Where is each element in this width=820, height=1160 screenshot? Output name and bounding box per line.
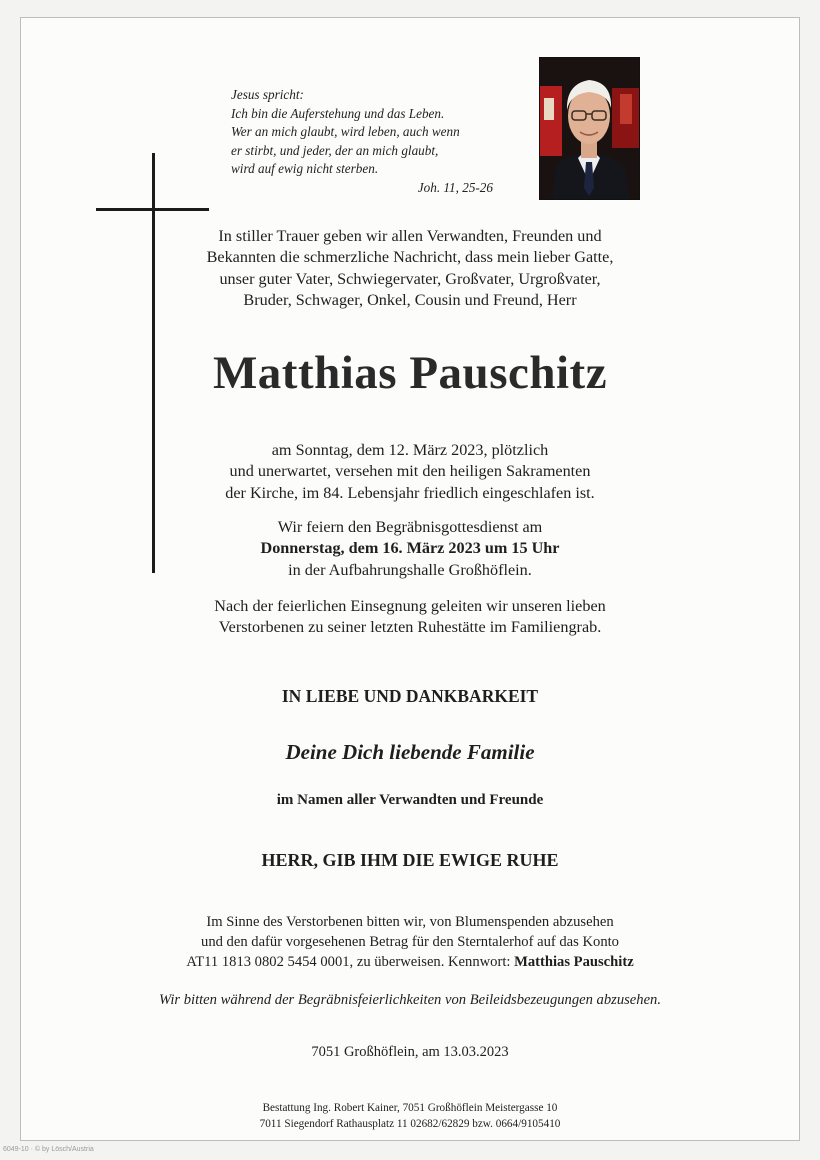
donation-account: AT11 1813 0802 5454 0001, zu überweisen. Kennwort: (186, 954, 515, 970)
burial-line: Verstorbenen zu seiner letzten Ruhestätte im Familiengrab. (218, 618, 602, 637)
intro-line: In stiller Trauer geben wir allen Verwandten, Freunden und (218, 227, 602, 245)
portrait-photo (539, 57, 640, 200)
death-line: und unerwartet, versehen mit den heiligen Sakramenten (229, 462, 591, 481)
intro-line: unser guter Vater, Schwiegervater, Großvater, Urgroßvater, (219, 269, 601, 288)
condolence-note: Wir bitten während der Begräbnisfeierlichkeiten von Beileidsbezeugungen abzusehen. (158, 992, 662, 1008)
funeral-date-time: Donnerstag, dem 16. März 2023 um 15 Uhr (260, 539, 560, 558)
undertaker-line: 7011 Siegendorf Rathausplatz 11 02682/62829 bzw. 0664/9105410 (259, 1118, 561, 1130)
donation-request (0, 912, 820, 972)
deceased-name: Matthias Pauschitz (212, 347, 608, 399)
funeral-location: in der Aufbahrungshalle Großhöflein. (288, 560, 532, 579)
verse-line: wird auf ewig nicht sterben. (231, 161, 379, 177)
bible-verse (231, 86, 501, 198)
undertaker-info (0, 1100, 820, 1132)
verse-line: Ich bin die Auferstehung und das Leben. (231, 105, 445, 121)
verse-line: er stirbt, und jeder, der an mich glaubt, (231, 142, 439, 158)
cross-horizontal-beam (96, 208, 209, 211)
funeral-line: Wir feiern den Begräbnisgottesdienst am (277, 518, 543, 536)
donation-line (0, 952, 820, 972)
announcement-intro (0, 226, 820, 312)
relatives-line: im Namen aller Verwandten und Freunde (276, 792, 544, 808)
love-gratitude-heading: IN LIEBE UND DANKBARKEIT (281, 686, 539, 706)
intro-line: Bekannten die schmerzliche Nachricht, dass mein lieber Gatte, (206, 248, 614, 267)
funeral-service (0, 517, 820, 581)
prayer-line: HERR, GIB IHM DIE EWIGE RUHE (261, 850, 559, 870)
place-date: 7051 Großhöflein, am 13.03.2023 (311, 1044, 509, 1060)
death-line: der Kirche, im 84. Lebensjahr friedlich eingeschlafen ist. (225, 483, 595, 502)
death-notice (0, 440, 820, 504)
verse-reference: Joh. 11, 25-26 (417, 179, 493, 195)
verse-line: Wer an mich glaubt, wird leben, auch wenn (231, 124, 460, 140)
burial-notice (0, 596, 820, 639)
family-signature: Deine Dich liebende Familie (285, 740, 535, 764)
donation-keyword: Matthias Pauschitz (514, 954, 634, 970)
donation-line: und den dafür vorgesehenen Betrag für den Sterntalerhof auf das Konto (201, 934, 619, 950)
death-line: am Sonntag, dem 12. März 2023, plötzlich (271, 441, 549, 459)
print-mark: 6049-10 · © by Lösch/Austria (3, 1146, 94, 1153)
burial-line: Nach der feierlichen Einsegnung geleiten wir unseren lieben (214, 597, 606, 615)
undertaker-line: Bestattung Ing. Robert Kainer, 7051 Großhöflein Meistergasse 10 (262, 1102, 558, 1114)
donation-line: Im Sinne des Verstorbenen bitten wir, von Blumenspenden abzusehen (206, 914, 614, 930)
verse-line: Jesus spricht: (231, 87, 304, 102)
intro-line: Bruder, Schwager, Onkel, Cousin und Freund, Herr (243, 291, 577, 310)
